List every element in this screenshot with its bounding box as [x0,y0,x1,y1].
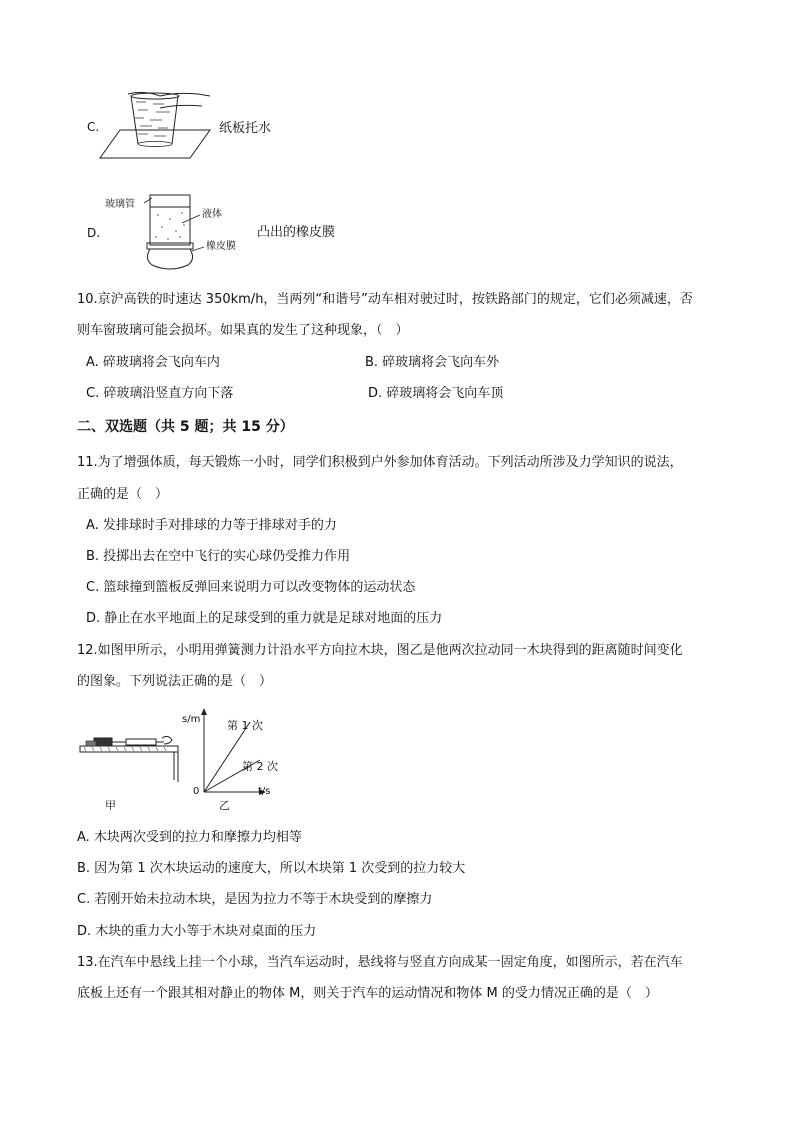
y-axis-label: s/m [182,714,201,725]
q10-option-d: D. 碎玻璃将会飞向车顶 [368,386,504,401]
option-c-caption: 纸板托水 [219,121,272,136]
q13-stem-line1: 13.在汽车中悬线上挂一个小球，当汽车运动时，悬线将与竖直方向成某一固定角度，如图所示，若在汽车 [77,955,683,970]
q12-option-d: D. 木块的重力大小等于木块对桌面的压力 [77,924,317,939]
q12-option-a: A. 木块两次受到的拉力和摩擦力均相等 [77,830,302,845]
figure-yi-label: 乙 [219,799,230,812]
q10-option-a: A. 碎玻璃将会飞向车内 [86,355,220,370]
q11-option-a: A. 发排球时手对排球的力等于排球对手的力 [86,518,337,533]
figure-jia-label: 甲 [105,799,116,812]
line2-label: 第 2 次 [242,760,278,773]
q13-stem-line2: 底板上还有一个跟其相对静止的物体 M，则关于汽车的运动情况和物体 M 的受力情况正确的是（ ） [77,986,658,1001]
section-heading: 二、双选题（共 5 题；共 15 分） [77,419,294,435]
q12-option-b: B. 因为第 1 次木块运动的速度大，所以木块第 1 次受到的拉力较大 [77,861,466,876]
q10-stem-line2: 则车窗玻璃可能会损坏。如果真的发生了这种现象，（ ） [77,323,409,338]
q10-option-b: B. 碎玻璃将会飞向车外 [365,355,500,370]
q11-stem-line1: 11.为了增强体质，每天锻炼一小时，同学们积极到户外参加体育活动。下列活动所涉及力学知识的说法， [77,455,683,470]
membrane-label: 橡皮膜 [206,241,236,252]
q11-option-c: C. 篮球撞到篮板反弹回来说明力可以改变物体的运动状态 [86,580,416,595]
q11-stem-line2: 正确的是（ ） [77,487,169,502]
block-on-table-figure [78,728,190,798]
q12-stem-line1: 12.如图甲所示，小明用弹簧测力计沿水平方向拉木块，图乙是他两次拉动同一木块得到的距离随时间变化 [77,643,683,658]
option-c-letter: C. [87,120,100,134]
q11-option-d: D. 静止在水平地面上的足球受到的重力就是足球对地面的压力 [86,611,443,626]
tube-label: 玻璃管 [105,199,135,210]
option-d-letter: D. [87,226,101,240]
origin-label: 0 [193,786,200,797]
q12-stem-line2: 的图象。下列说法正确的是（ ） [77,674,273,689]
q12-option-c: C. 若刚开始未拉动木块，是因为拉力不等于木块受到的摩擦力 [77,892,433,907]
paper-holding-water-figure [98,88,218,163]
q11-option-b: B. 投掷出去在空中飞行的实心球仍受推力作用 [86,549,351,564]
liquid-label: 液体 [202,209,222,220]
option-d-caption: 凸出的橡皮膜 [257,225,336,240]
q10-stem-line1: 10.京沪高铁的时速达 350km/h，当两列“和谐号”动车相对驶过时，按铁路部门的规定，它们必须减速，否 [77,292,693,307]
x-axis-label: t/s [258,786,271,797]
q10-option-c: C. 碎玻璃沿竖直方向下落 [86,386,234,401]
line1-label: 第 1 次 [227,719,263,732]
